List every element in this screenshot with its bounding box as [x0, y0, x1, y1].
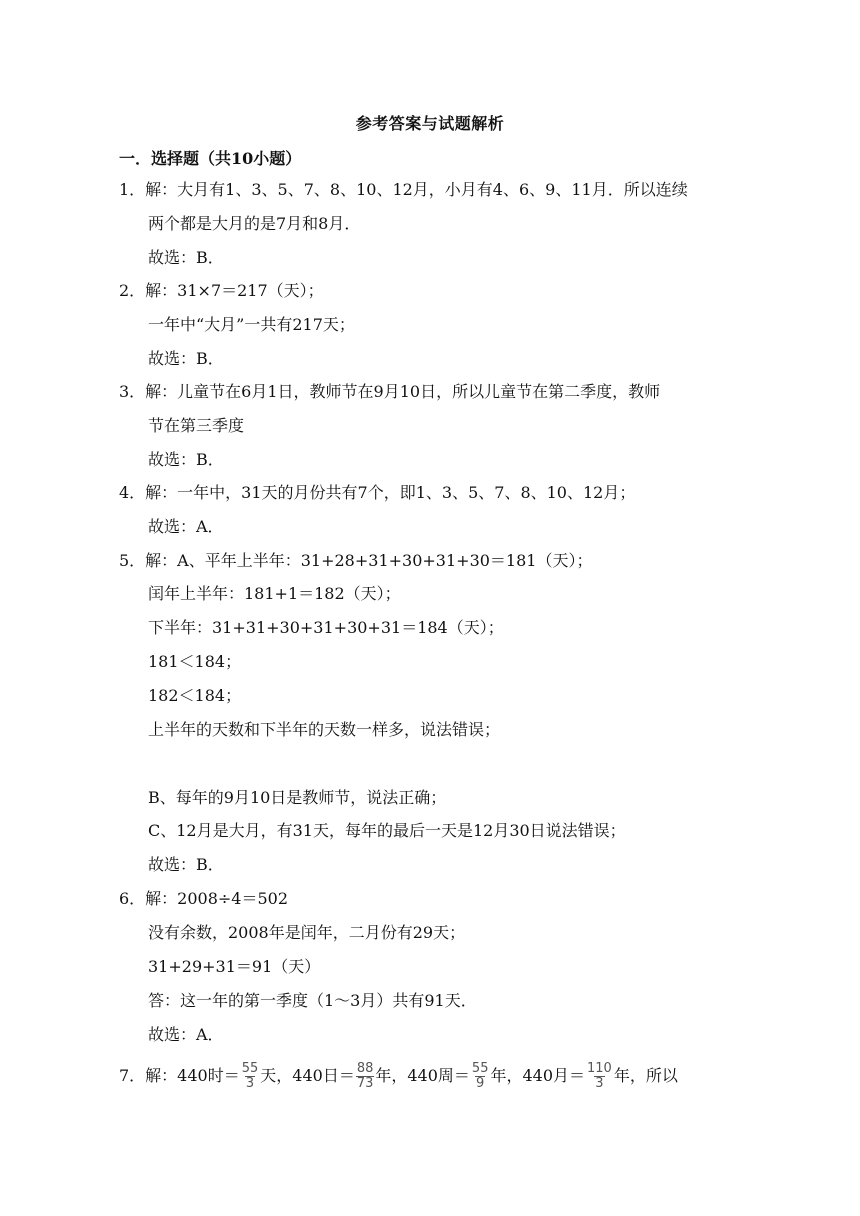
answer-6-line-2: 没有余数，2008年是闰年，二月份有29天； — [148, 923, 466, 942]
answer-7-line-1 — [119, 1062, 678, 1091]
answer-3-choice: 故选：B． — [148, 450, 224, 469]
fraction-55-9: $\frac{55}{9}$ — [471, 1061, 489, 1091]
section-heading: 一．选择题（共10小题） — [119, 149, 302, 168]
answer-5-line-3: 下半年：31+31+30+31+30+31＝184（天）； — [148, 618, 504, 637]
answer-6-choice: 故选：A． — [148, 1025, 224, 1044]
answer-5-line-4: 181＜184； — [148, 652, 242, 671]
answer-7-text-4: 年，440月＝ — [490, 1066, 586, 1085]
answer-1-line-1: 1．解：大月有1、3、5、7、8、10、12月，小月有4、6、9、11月．所以连续 — [119, 180, 688, 199]
answer-1-line-2: 两个都是大月的是7月和8月． — [148, 214, 361, 233]
fraction-110-3: $\frac{110}{3}$ — [587, 1061, 612, 1091]
answer-2-line-1: 2．解：31×7＝217（天）； — [119, 281, 324, 300]
answer-7-text-1: 7．解：440时＝ — [119, 1066, 240, 1085]
answer-5-line-2: 闰年上半年：181+1＝182（天）； — [148, 584, 401, 603]
answer-5-choice: 故选：B． — [148, 855, 224, 874]
answer-7-text-3: 年，440周＝ — [375, 1066, 470, 1085]
answer-4-choice: 故选：A． — [148, 517, 224, 536]
answer-6-line-4: 答：这一年的第一季度（1～3月）共有91天． — [148, 991, 477, 1010]
fraction-88-73: $\frac{88}{73}$ — [356, 1061, 374, 1091]
answer-2-choice: 故选：B． — [148, 349, 224, 368]
answer-5-line-1: 5．解：A、平年上半年：31+28+31+30+31+30＝181（天）； — [119, 551, 593, 570]
answer-5-line-5: 182＜184； — [148, 686, 242, 705]
answer-6-line-3: 31+29+31＝91（天） — [148, 957, 321, 976]
answer-3-line-1: 3．解：儿童节在6月1日，教师节在9月10日，所以儿童节在第二季度，教师 — [119, 382, 661, 401]
answer-1-choice: 故选：B． — [148, 248, 224, 267]
answer-6-line-1: 6．解：2008÷4＝502 — [119, 889, 289, 908]
fraction-55-3: $\frac{55}{3}$ — [241, 1061, 259, 1091]
page-title: 参考答案与试题解析 — [355, 114, 505, 133]
answer-3-line-2: 节在第三季度 — [148, 416, 245, 435]
answer-7-text-5: 年，所以 — [613, 1066, 678, 1085]
answer-5-line-7: B、每年的9月10日是教师节，说法正确； — [148, 788, 447, 807]
answer-5-line-8: C、12月是大月，有31天，每年的最后一天是12月30日说法错误； — [148, 821, 626, 840]
answer-5-line-6: 上半年的天数和下半年的天数一样多，说法错误； — [148, 720, 501, 739]
answer-4-line-1: 4．解：一年中，31天的月份共有7个，即1、3、5、7、8、10、12月； — [119, 483, 636, 502]
answer-2-line-2: 一年中“大月”一共有217天； — [148, 315, 355, 334]
answer-7-text-2: 天，440日＝ — [260, 1066, 355, 1085]
